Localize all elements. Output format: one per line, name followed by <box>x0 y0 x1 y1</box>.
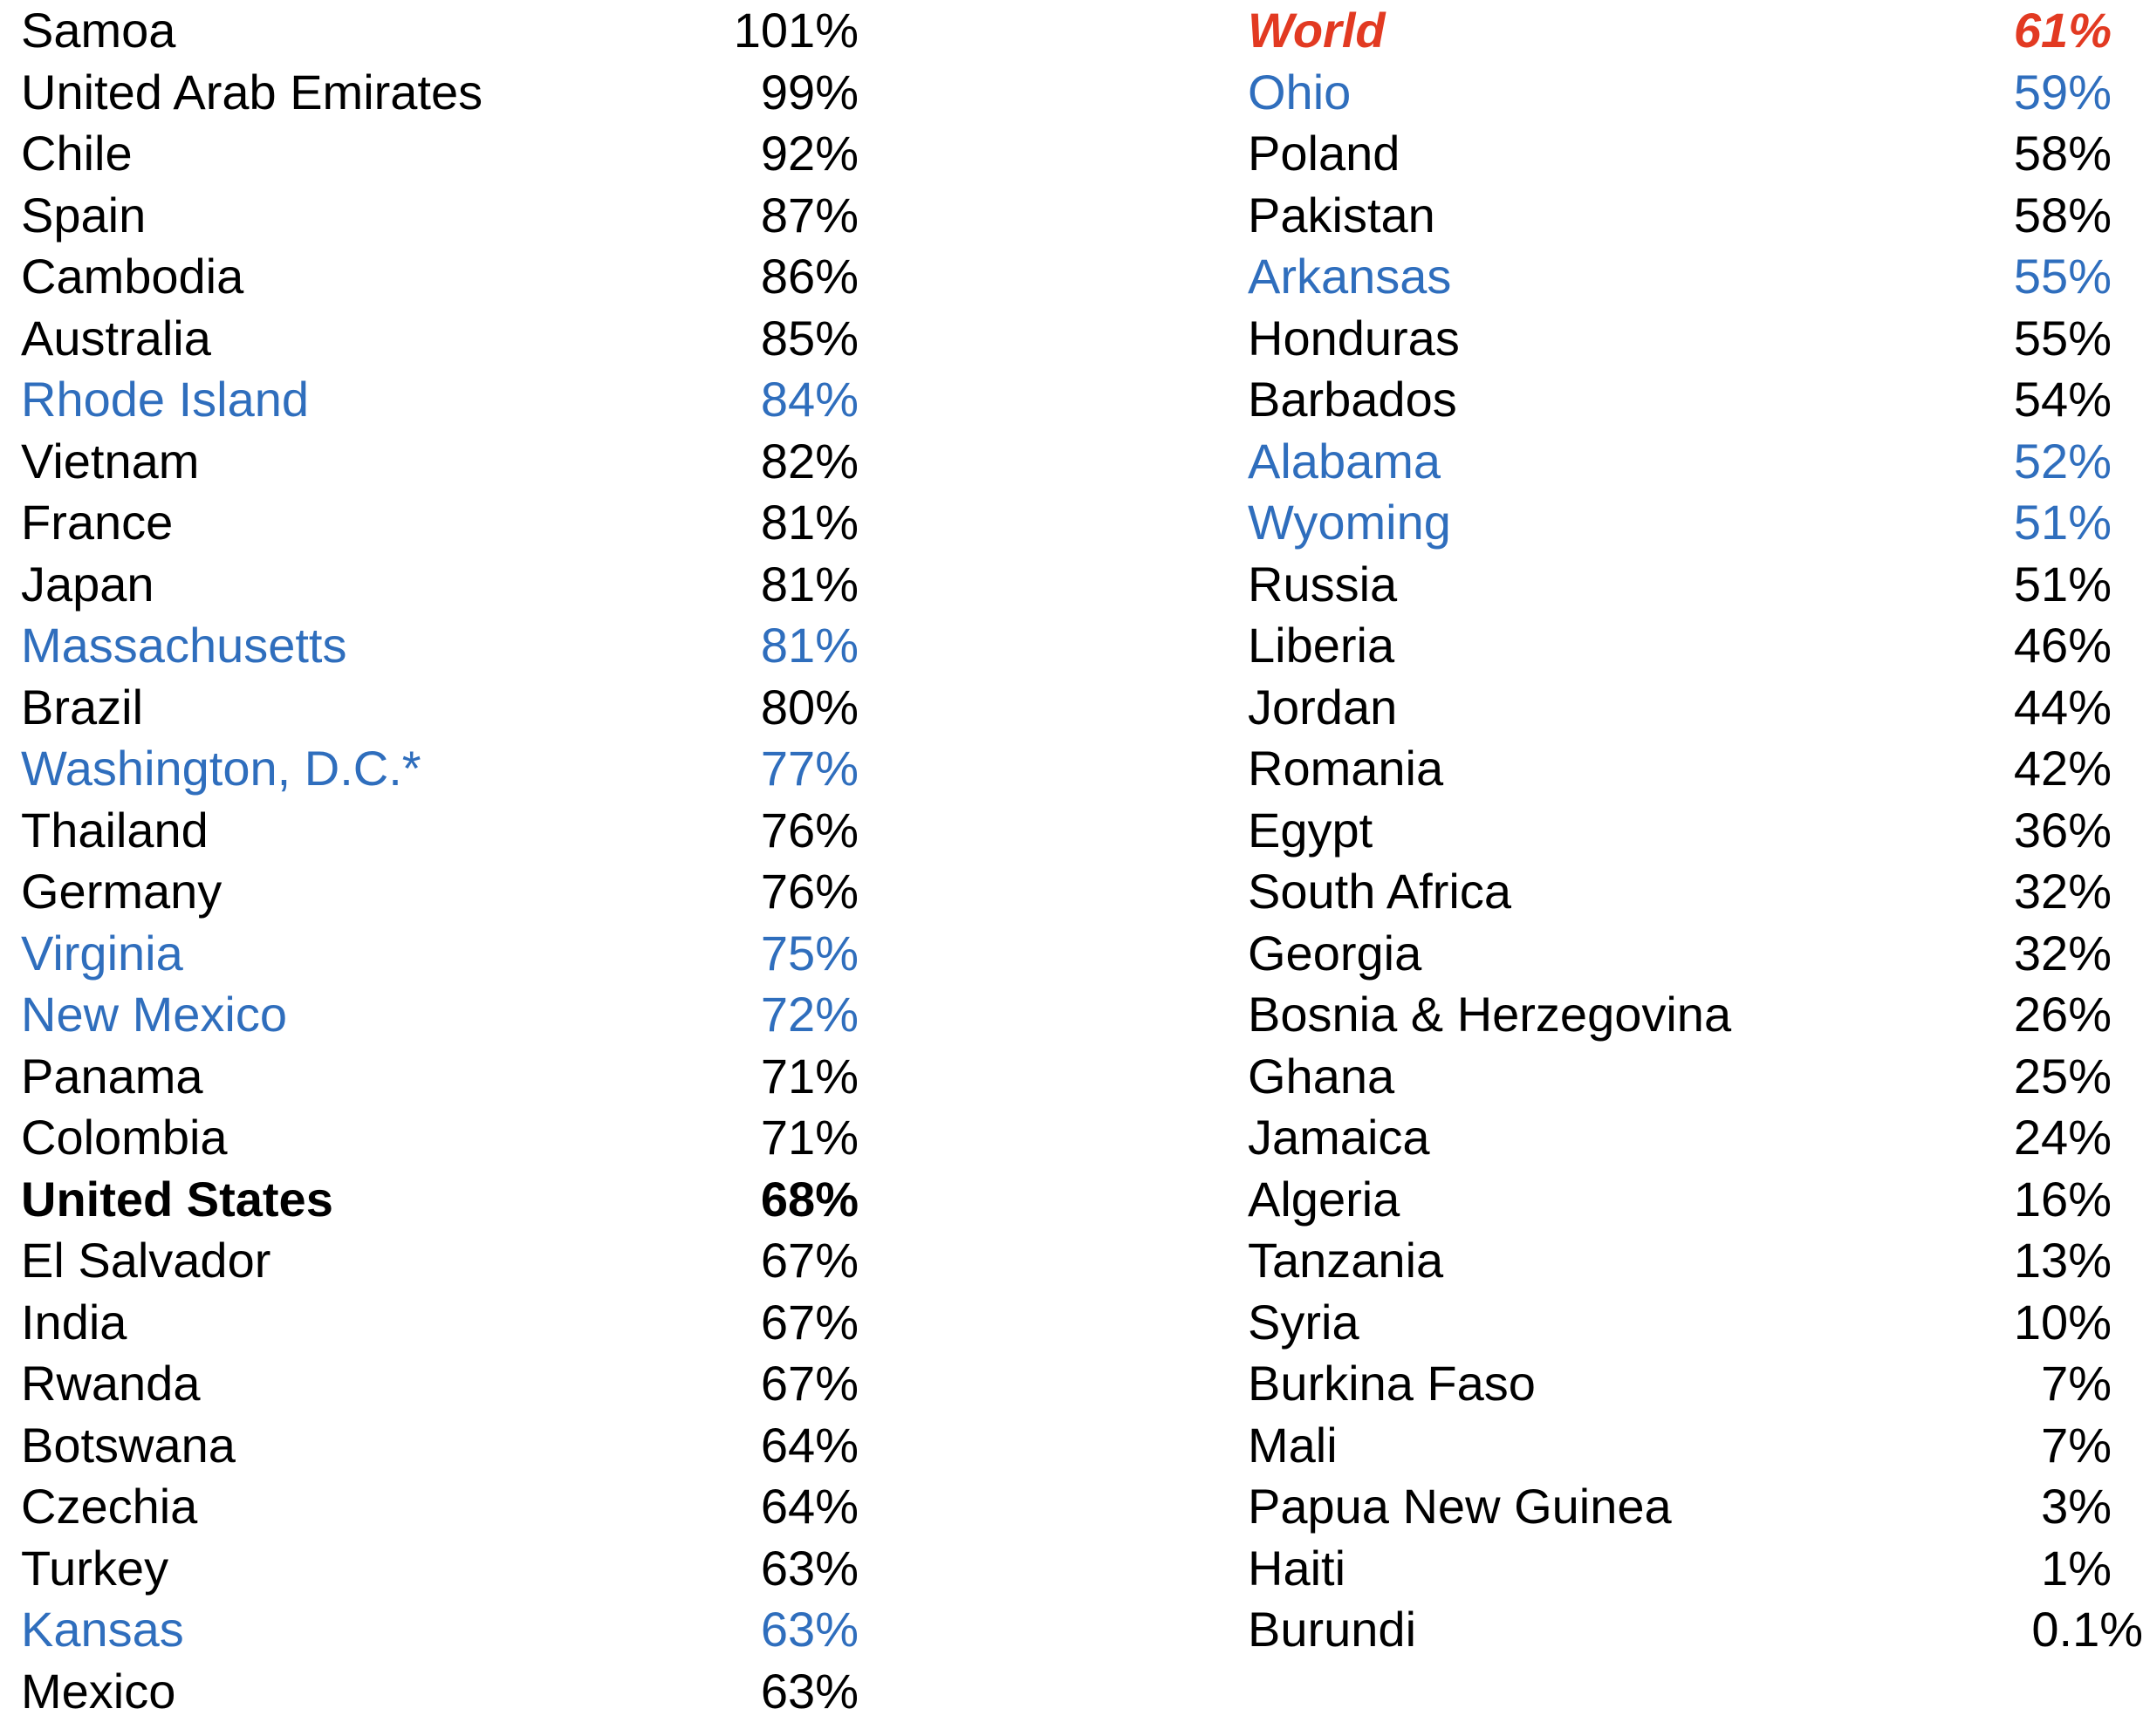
location-name: Colombia <box>21 1110 228 1165</box>
list-item <box>21 369 859 431</box>
percentage-value: 52% <box>2013 433 2112 489</box>
location-name: Czechia <box>21 1479 198 1534</box>
percentage-value: 3% <box>2041 1479 2112 1534</box>
location-name: Kansas <box>21 1602 184 1657</box>
location-name: Ohio <box>1248 64 1352 120</box>
percentage-value: 76% <box>760 864 859 919</box>
location-name: Honduras <box>1248 310 1460 366</box>
list-item <box>1248 677 2112 739</box>
location-name: Jordan <box>1248 679 1398 735</box>
list-item <box>1248 923 2112 985</box>
percentage-value: 7% <box>2041 1417 2112 1473</box>
list-item <box>1248 861 2112 923</box>
list-item <box>1248 0 2112 62</box>
list-item <box>1248 1476 2112 1538</box>
location-name: Japan <box>21 556 154 612</box>
list-item <box>21 800 859 862</box>
percentage-value: 46% <box>2013 618 2112 673</box>
percentage-value: 81% <box>760 618 859 673</box>
percentage-value: 71% <box>760 1048 859 1104</box>
list-item <box>21 431 859 493</box>
percentage-value: 10% <box>2013 1294 2112 1350</box>
list-item <box>1248 1230 2112 1292</box>
list-item <box>1248 123 2112 185</box>
location-name: Spain <box>21 187 147 243</box>
percentage-value: 26% <box>2013 987 2112 1042</box>
list-item <box>21 1353 859 1415</box>
percentage-value: 84% <box>760 372 859 427</box>
location-name: Syria <box>1248 1294 1359 1350</box>
list-item <box>21 1661 859 1723</box>
location-name: Tanzania <box>1248 1233 1444 1288</box>
list-item <box>1248 492 2112 554</box>
percentage-value: 32% <box>2013 864 2112 919</box>
location-name: Arkansas <box>1248 249 1452 304</box>
location-name: Romania <box>1248 741 1444 796</box>
list-item <box>21 554 859 616</box>
percentage-value: 13% <box>2013 1233 2112 1288</box>
list-item <box>21 246 859 308</box>
list-item <box>1248 1415 2112 1477</box>
list-item <box>21 62 859 124</box>
percentage-value: 59% <box>2013 64 2112 120</box>
percentage-value: 1% <box>2041 1540 2112 1596</box>
left-ranking-list <box>21 0 859 1722</box>
percentage-value: 81% <box>760 556 859 612</box>
location-name: India <box>21 1294 127 1350</box>
list-item <box>21 615 859 677</box>
location-name: Ghana <box>1248 1048 1395 1104</box>
percentage-value: 63% <box>760 1602 859 1657</box>
right-ranking-list <box>1248 0 2143 1661</box>
list-item <box>21 1538 859 1600</box>
percentage-value: 36% <box>2013 802 2112 858</box>
location-name: Haiti <box>1248 1540 1346 1596</box>
percentage-value: 54% <box>2013 372 2112 427</box>
list-item <box>21 738 859 800</box>
location-name: Rhode Island <box>21 372 310 427</box>
percentage-value: 64% <box>760 1479 859 1534</box>
percentage-value: 82% <box>760 433 859 489</box>
list-item <box>21 1476 859 1538</box>
percentage-value: 67% <box>760 1233 859 1288</box>
list-item <box>21 1107 859 1169</box>
list-item <box>21 492 859 554</box>
location-name: Wyoming <box>1248 495 1451 550</box>
location-name: Russia <box>1248 556 1398 612</box>
percentage-value: 76% <box>760 802 859 858</box>
percentage-value: 24% <box>2013 1110 2112 1165</box>
percentage-value: 67% <box>760 1356 859 1411</box>
location-name: Papua New Guinea <box>1248 1479 1672 1534</box>
location-name: Massachusetts <box>21 618 347 673</box>
location-name: Egypt <box>1248 802 1373 858</box>
list-item <box>1248 246 2112 308</box>
location-name: Turkey <box>21 1540 169 1596</box>
list-item <box>21 1415 859 1477</box>
percentage-value: 51% <box>2013 495 2112 550</box>
percentage-value: 63% <box>760 1540 859 1596</box>
list-item <box>1248 1353 2112 1415</box>
percentage-value: 58% <box>2013 126 2112 181</box>
percentage-value: 81% <box>760 495 859 550</box>
percentage-value: 0.1% <box>2031 1602 2143 1657</box>
list-item <box>1248 1599 2143 1661</box>
location-name: Cambodia <box>21 249 244 304</box>
list-item <box>21 0 859 62</box>
location-name: Pakistan <box>1248 187 1435 243</box>
location-name: Australia <box>21 310 211 366</box>
percentage-value: 55% <box>2013 310 2112 366</box>
location-name: Jamaica <box>1248 1110 1430 1165</box>
percentage-value: 85% <box>760 310 859 366</box>
location-name: Chile <box>21 126 133 181</box>
percentage-value: 61% <box>2013 3 2112 58</box>
list-item <box>1248 984 2112 1046</box>
location-name: Germany <box>21 864 223 919</box>
location-name: Brazil <box>21 679 144 735</box>
location-name: World <box>1248 3 1386 58</box>
percentage-value: 86% <box>760 249 859 304</box>
location-name: New Mexico <box>21 987 287 1042</box>
list-item <box>21 923 859 985</box>
list-item <box>1248 615 2112 677</box>
location-name: Rwanda <box>21 1356 201 1411</box>
location-name: Barbados <box>1248 372 1457 427</box>
percentage-value: 64% <box>760 1417 859 1473</box>
list-item <box>1248 1292 2112 1354</box>
location-name: France <box>21 495 174 550</box>
location-name: El Salvador <box>21 1233 271 1288</box>
location-name: Panama <box>21 1048 203 1104</box>
location-name: Mali <box>1248 1417 1338 1473</box>
list-item <box>21 185 859 247</box>
list-item <box>1248 800 2112 862</box>
location-name: Liberia <box>1248 618 1395 673</box>
location-name: Vietnam <box>21 433 200 489</box>
list-item <box>21 123 859 185</box>
percentage-value: 44% <box>2013 679 2112 735</box>
list-item <box>21 1046 859 1108</box>
percentage-value: 63% <box>760 1663 859 1719</box>
location-name: Poland <box>1248 126 1400 181</box>
percentage-value: 99% <box>760 64 859 120</box>
list-item <box>1248 308 2112 370</box>
percentage-value: 16% <box>2013 1171 2112 1227</box>
list-item <box>21 308 859 370</box>
list-item <box>1248 369 2112 431</box>
percentage-value: 32% <box>2013 925 2112 981</box>
list-item <box>1248 62 2112 124</box>
list-item <box>21 1169 859 1231</box>
location-name: South Africa <box>1248 864 1511 919</box>
percentage-value: 67% <box>760 1294 859 1350</box>
list-item <box>21 677 859 739</box>
list-item <box>1248 554 2112 616</box>
percentage-value: 58% <box>2013 187 2112 243</box>
percentage-value: 75% <box>760 925 859 981</box>
percentage-value: 51% <box>2013 556 2112 612</box>
location-name: Georgia <box>1248 925 1422 981</box>
location-name: Algeria <box>1248 1171 1400 1227</box>
list-item <box>21 861 859 923</box>
list-item <box>1248 1107 2112 1169</box>
percentage-value: 42% <box>2013 741 2112 796</box>
percentage-value: 25% <box>2013 1048 2112 1104</box>
list-item <box>1248 185 2112 247</box>
location-name: Virginia <box>21 925 183 981</box>
location-name: Bosnia & Herzegovina <box>1248 987 1732 1042</box>
location-name: Burundi <box>1248 1602 1417 1657</box>
percentage-value: 7% <box>2041 1356 2112 1411</box>
percentage-value: 77% <box>760 741 859 796</box>
percentage-value: 92% <box>760 126 859 181</box>
percentage-value: 87% <box>760 187 859 243</box>
list-item <box>1248 431 2112 493</box>
list-item <box>21 1230 859 1292</box>
list-item <box>1248 1046 2112 1108</box>
location-name: United Arab Emirates <box>21 64 483 120</box>
percentage-value: 68% <box>760 1171 859 1227</box>
location-name: Burkina Faso <box>1248 1356 1536 1411</box>
location-name: Alabama <box>1248 433 1441 489</box>
list-item <box>1248 1169 2112 1231</box>
list-item <box>21 984 859 1046</box>
location-name: Thailand <box>21 802 209 858</box>
location-name: Washington, D.C.* <box>21 741 421 796</box>
percentage-value: 80% <box>760 679 859 735</box>
list-item <box>21 1292 859 1354</box>
percentage-value: 101% <box>733 3 859 58</box>
list-item <box>1248 1538 2112 1600</box>
location-name: Samoa <box>21 3 176 58</box>
percentage-value: 72% <box>760 987 859 1042</box>
list-item <box>1248 738 2112 800</box>
percentage-value: 71% <box>760 1110 859 1165</box>
location-name: Mexico <box>21 1663 176 1719</box>
list-item <box>21 1599 859 1661</box>
percentage-value: 55% <box>2013 249 2112 304</box>
location-name: United States <box>21 1171 333 1227</box>
location-name: Botswana <box>21 1417 236 1473</box>
